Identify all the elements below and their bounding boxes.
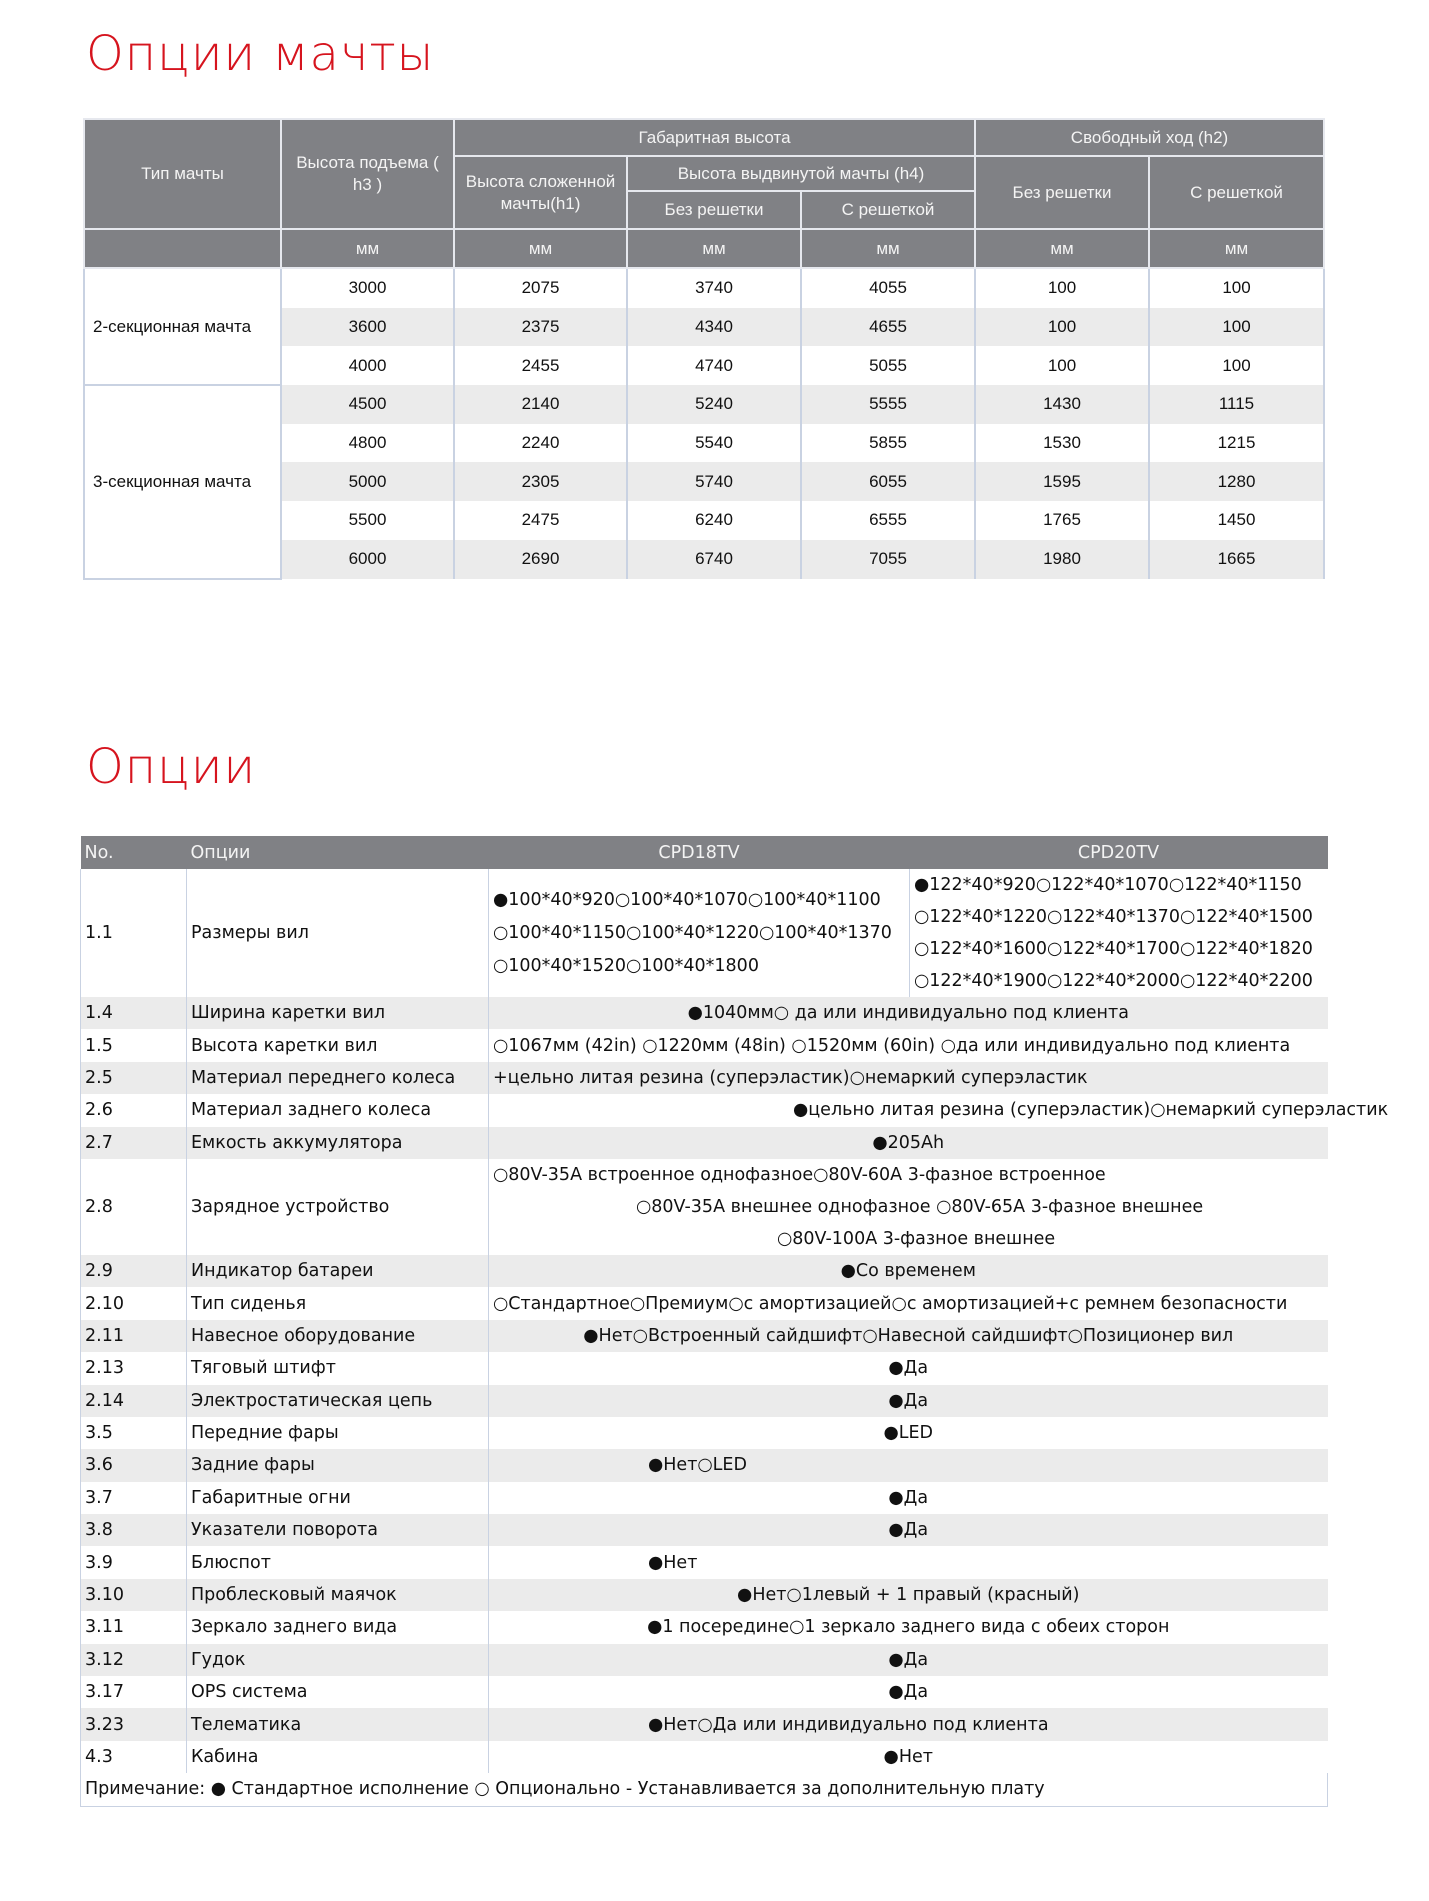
mast-value-cell: 4055: [801, 268, 975, 308]
option-value-text: ●Нет○1левый + 1 правый (красный): [737, 1585, 1080, 1606]
mast-value-cell: 2690: [454, 540, 627, 579]
row-option-name: Проблесковый маячок: [187, 1579, 489, 1611]
row-number: 2.11: [81, 1320, 187, 1352]
option-value-text: ●205Ah: [872, 1132, 945, 1153]
row-option-name: Материал переднего колеса: [187, 1062, 489, 1094]
mast-value-cell: 3000: [281, 268, 454, 308]
fork-sizes-cpd20tv: [910, 869, 1328, 997]
fork-size-line: ○100*40*1150○100*40*1220○100*40*1370: [493, 922, 892, 943]
mast-value-cell: 2375: [454, 308, 627, 347]
options-row: [81, 1287, 1328, 1319]
mast-value-cell: 6240: [627, 501, 801, 540]
row-value: [489, 1417, 1328, 1449]
options-note-row: [81, 1773, 1328, 1806]
option-value-text: ●Да: [888, 1390, 929, 1411]
mast-value-cell: 1280: [1149, 462, 1324, 501]
row-option-name: Навесное оборудование: [187, 1320, 489, 1352]
option-value-text: ●LED: [883, 1423, 934, 1444]
options-row: [81, 1449, 1328, 1481]
mast-options-title: Опции мачты: [86, 26, 435, 82]
option-value-text: ●Нет○Встроенный сайдшифт○Навесной сайдшифт○Позиционер вил: [583, 1325, 1234, 1346]
row-number: 3.7: [81, 1482, 187, 1514]
row-value: [489, 1352, 1328, 1384]
header-with-backrest: С решеткой: [801, 191, 975, 229]
row-value: [489, 1127, 1328, 1159]
header-no: No.: [81, 836, 187, 869]
row-option-name: Зарядное устройство: [187, 1159, 489, 1255]
mast-value-cell: 1595: [975, 462, 1149, 501]
options-row: [81, 997, 1328, 1029]
mast-value-cell: 2140: [454, 385, 627, 424]
row-number: 3.11: [81, 1611, 187, 1643]
row-number: 2.9: [81, 1255, 187, 1287]
options-row: [81, 1417, 1328, 1449]
mast-value-cell: 100: [1149, 308, 1324, 347]
row-option-name: Габаритные огни: [187, 1482, 489, 1514]
options-row: [81, 1385, 1328, 1417]
mast-value-cell: 1115: [1149, 385, 1324, 424]
mast-value-cell: 100: [1149, 346, 1324, 385]
row-number: 2.8: [81, 1159, 187, 1255]
header-mast-type: Тип мачты: [84, 119, 281, 229]
options-title: Опции: [86, 739, 257, 795]
row-number: 3.9: [81, 1546, 187, 1578]
fork-size-line: ●100*40*920○100*40*1070○100*40*1100: [493, 889, 881, 910]
options-row: [81, 1127, 1328, 1159]
row-value: [489, 1708, 1328, 1740]
row-option-name: Блюспот: [187, 1546, 489, 1578]
header-without-backrest: Без решетки: [627, 191, 801, 229]
row-option-name: Размеры вил: [187, 869, 489, 997]
header-extended-height: Высота выдвинутой мачты (h4): [627, 156, 975, 191]
mast-value-cell: 1215: [1149, 424, 1324, 463]
row-number: 1.1: [81, 869, 187, 997]
options-row: [81, 1579, 1328, 1611]
mast-value-cell: 2075: [454, 268, 627, 308]
option-value-text: ●Да: [888, 1649, 929, 1670]
row-value: [489, 1320, 1328, 1352]
row-number: 3.6: [81, 1449, 187, 1481]
row-option-name: Электростатическая цепь: [187, 1385, 489, 1417]
options-row: [81, 1062, 1328, 1094]
mast-row: [84, 268, 1324, 308]
options-row: [81, 1320, 1328, 1352]
mast-type-label: 2-секционная мачта: [84, 268, 281, 385]
options-row: [81, 1644, 1328, 1676]
row-option-name: Задние фары: [187, 1449, 489, 1481]
mast-row: [84, 385, 1324, 424]
row-option-name: Указатели поворота: [187, 1514, 489, 1546]
unit-label: мм: [454, 229, 627, 268]
mast-options-table: [83, 118, 1325, 580]
option-value-text: ●Да: [888, 1358, 929, 1379]
row-option-name: Материал заднего колеса: [187, 1094, 489, 1126]
row-value: [489, 1385, 1328, 1417]
fork-size-line: ○122*40*1220○122*40*1370○122*40*1500: [914, 907, 1313, 927]
unit-label: мм: [1149, 229, 1324, 268]
row-value: [489, 1255, 1328, 1287]
mast-value-cell: 5540: [627, 424, 801, 463]
row-number: 3.12: [81, 1644, 187, 1676]
header-collapsed-height: Высота сложенной мачты(h1): [454, 156, 627, 229]
charger-option-line: ○80V-100A 3-фазное внешнее: [777, 1228, 1056, 1249]
row-option-name: Ширина каретки вил: [187, 997, 489, 1029]
row-option-name: Тяговый штифт: [187, 1352, 489, 1384]
mast-value-cell: 4500: [281, 385, 454, 424]
options-row: [81, 1514, 1328, 1546]
header-model-cpd18tv: CPD18TV: [489, 836, 910, 869]
row-number: 2.10: [81, 1287, 187, 1319]
row-option-name: Зеркало заднего вида: [187, 1611, 489, 1643]
row-option-name: Высота каретки вил: [187, 1029, 489, 1061]
row-value: [489, 1546, 1328, 1578]
option-value-text: ●цельно литая резина (суперэластик)○немаркий суперэластик: [793, 1100, 1389, 1121]
charger-option-line: ○80V-35A внешнее однофазное ○80V-65A 3-фазное внешнее: [636, 1196, 1204, 1217]
row-value: [489, 1482, 1328, 1514]
mast-value-cell: 4800: [281, 424, 454, 463]
mast-type-label: 3-секционная мачта: [84, 385, 281, 578]
mast-value-cell: 2455: [454, 346, 627, 385]
option-value-text: +цельно литая резина (суперэластик)○немаркий суперэластик: [493, 1067, 1088, 1088]
unit-label: мм: [627, 229, 801, 268]
unit-label: мм: [801, 229, 975, 268]
mast-value-cell: 6740: [627, 540, 801, 579]
header-overall-height: Габаритная высота: [454, 119, 975, 156]
row-number: 2.14: [81, 1385, 187, 1417]
row-option-name: Емкость аккумулятора: [187, 1127, 489, 1159]
row-number: 1.4: [81, 997, 187, 1029]
row-option-name: Кабина: [187, 1741, 489, 1773]
row-value: [489, 1159, 1328, 1255]
fork-size-line: ○122*40*1900○122*40*2000○122*40*2200: [914, 971, 1313, 991]
options-row: [81, 1094, 1328, 1126]
mast-value-cell: 100: [975, 268, 1149, 308]
mast-value-cell: 100: [1149, 268, 1324, 308]
mast-value-cell: 6555: [801, 501, 975, 540]
options-row: [81, 1546, 1328, 1578]
row-value: [489, 1029, 1328, 1061]
unit-label: мм: [281, 229, 454, 268]
legend-note: Примечание: ● Стандартное исполнение ○ Опционально - Устанавливается за дополнительную плату: [81, 1773, 1328, 1806]
options-row: [81, 1741, 1328, 1773]
options-row: [81, 1255, 1328, 1287]
mast-value-cell: 100: [975, 308, 1149, 347]
option-value-text: ●Да: [888, 1487, 929, 1508]
options-row-fork-size: [81, 869, 1328, 997]
mast-value-cell: 4340: [627, 308, 801, 347]
options-row: [81, 1352, 1328, 1384]
mast-value-cell: 1450: [1149, 501, 1324, 540]
options-row: [81, 1159, 1328, 1255]
row-number: 3.10: [81, 1579, 187, 1611]
mast-value-cell: 5740: [627, 462, 801, 501]
options-row: [81, 1708, 1328, 1740]
row-number: 3.5: [81, 1417, 187, 1449]
option-value-text: ●Нет: [883, 1747, 933, 1767]
mast-value-cell: 1430: [975, 385, 1149, 424]
charger-option-line: ○80V-35A встроенное однофазное○80V-60A 3-фазное встроенное: [493, 1164, 1106, 1185]
mast-value-cell: 4655: [801, 308, 975, 347]
fork-size-line: ○122*40*1600○122*40*1700○122*40*1820: [914, 939, 1313, 959]
mast-value-cell: 1665: [1149, 540, 1324, 579]
row-number: 4.3: [81, 1741, 187, 1773]
header-unit-blank: [84, 229, 281, 268]
options-table: [80, 836, 1389, 1807]
option-value-text: ●Да: [888, 1520, 929, 1541]
row-value: [489, 1611, 1328, 1643]
row-value: [489, 1062, 1328, 1094]
fork-sizes-cpd18tv: [489, 869, 910, 997]
mast-value-cell: 1530: [975, 424, 1149, 463]
mast-value-cell: 4000: [281, 346, 454, 385]
options-row: [81, 1482, 1328, 1514]
option-value-text: ○1067мм (42in) ○1220мм (48in) ○1520мм (60in) ○да или индивидуально под клиента: [493, 1035, 1291, 1056]
mast-value-cell: 2475: [454, 501, 627, 540]
mast-value-cell: 5555: [801, 385, 975, 424]
option-value-text: ●1040мм○ да или индивидуально под клиента: [687, 1003, 1129, 1024]
row-number: 3.8: [81, 1514, 187, 1546]
mast-value-cell: 3740: [627, 268, 801, 308]
mast-value-cell: 1980: [975, 540, 1149, 579]
header-lift-height: Высота подъема ( h3 ): [281, 119, 454, 229]
header-model-cpd20tv: CPD20TV: [910, 836, 1328, 869]
mast-value-cell: 3600: [281, 308, 454, 347]
row-number: 2.5: [81, 1062, 187, 1094]
row-value: [489, 997, 1328, 1029]
header-free-lift: Свободный ход (h2): [975, 119, 1324, 156]
row-number: 2.7: [81, 1127, 187, 1159]
option-value-text: ●1 посередине○1 зеркало заднего вида с обеих сторон: [647, 1617, 1170, 1638]
row-value: [489, 1287, 1328, 1319]
mast-value-cell: 7055: [801, 540, 975, 579]
row-number: 3.23: [81, 1708, 187, 1740]
options-row: [81, 1676, 1328, 1708]
row-number: 2.13: [81, 1352, 187, 1384]
fork-size-line: ○100*40*1520○100*40*1800: [493, 955, 759, 976]
row-option-name: Гудок: [187, 1644, 489, 1676]
mast-value-cell: 5240: [627, 385, 801, 424]
header-option: Опции: [187, 836, 489, 869]
header-free-without-backrest: Без решетки: [975, 156, 1149, 229]
mast-value-cell: 5055: [801, 346, 975, 385]
row-value: [489, 1644, 1328, 1676]
option-value-text: ●Со временем: [840, 1261, 976, 1282]
header-free-with-backrest: С решеткой: [1149, 156, 1324, 229]
row-number: 2.6: [81, 1094, 187, 1126]
mast-value-cell: 5000: [281, 462, 454, 501]
row-value: [489, 1094, 1389, 1126]
row-number: 1.5: [81, 1029, 187, 1061]
row-option-name: Тип сиденья: [187, 1287, 489, 1319]
option-value-text: ●Да: [888, 1682, 929, 1703]
row-value: [489, 1579, 1328, 1611]
row-value: [489, 1449, 1328, 1481]
mast-value-cell: 2240: [454, 424, 627, 463]
mast-value-cell: 1765: [975, 501, 1149, 540]
mast-value-cell: 2305: [454, 462, 627, 501]
row-value: [489, 1741, 1328, 1773]
mast-value-cell: 5855: [801, 424, 975, 463]
fork-size-line: ●122*40*920○122*40*1070○122*40*1150: [914, 875, 1302, 895]
mast-value-cell: 5500: [281, 501, 454, 540]
row-value: [489, 1676, 1328, 1708]
row-option-name: Индикатор батареи: [187, 1255, 489, 1287]
mast-value-cell: 4740: [627, 346, 801, 385]
mast-value-cell: 100: [975, 346, 1149, 385]
unit-label: мм: [975, 229, 1149, 268]
row-value: [489, 1514, 1328, 1546]
row-option-name: OPS система: [187, 1676, 489, 1708]
option-value-text: ●Нет○Да или индивидуально под клиента: [648, 1714, 1049, 1735]
row-option-name: Передние фары: [187, 1417, 489, 1449]
row-number: 3.17: [81, 1676, 187, 1708]
option-value-text: ●Нет○LED: [648, 1455, 747, 1476]
options-row: [81, 1029, 1328, 1061]
mast-value-cell: 6055: [801, 462, 975, 501]
row-option-name: Телематика: [187, 1708, 489, 1740]
options-row: [81, 1611, 1328, 1643]
mast-value-cell: 6000: [281, 540, 454, 579]
option-value-text: ●Нет: [648, 1552, 698, 1573]
option-value-text: ○Стандартное○Премиум○с амортизацией○с амортизацией+с ремнем безопасности: [493, 1293, 1288, 1314]
